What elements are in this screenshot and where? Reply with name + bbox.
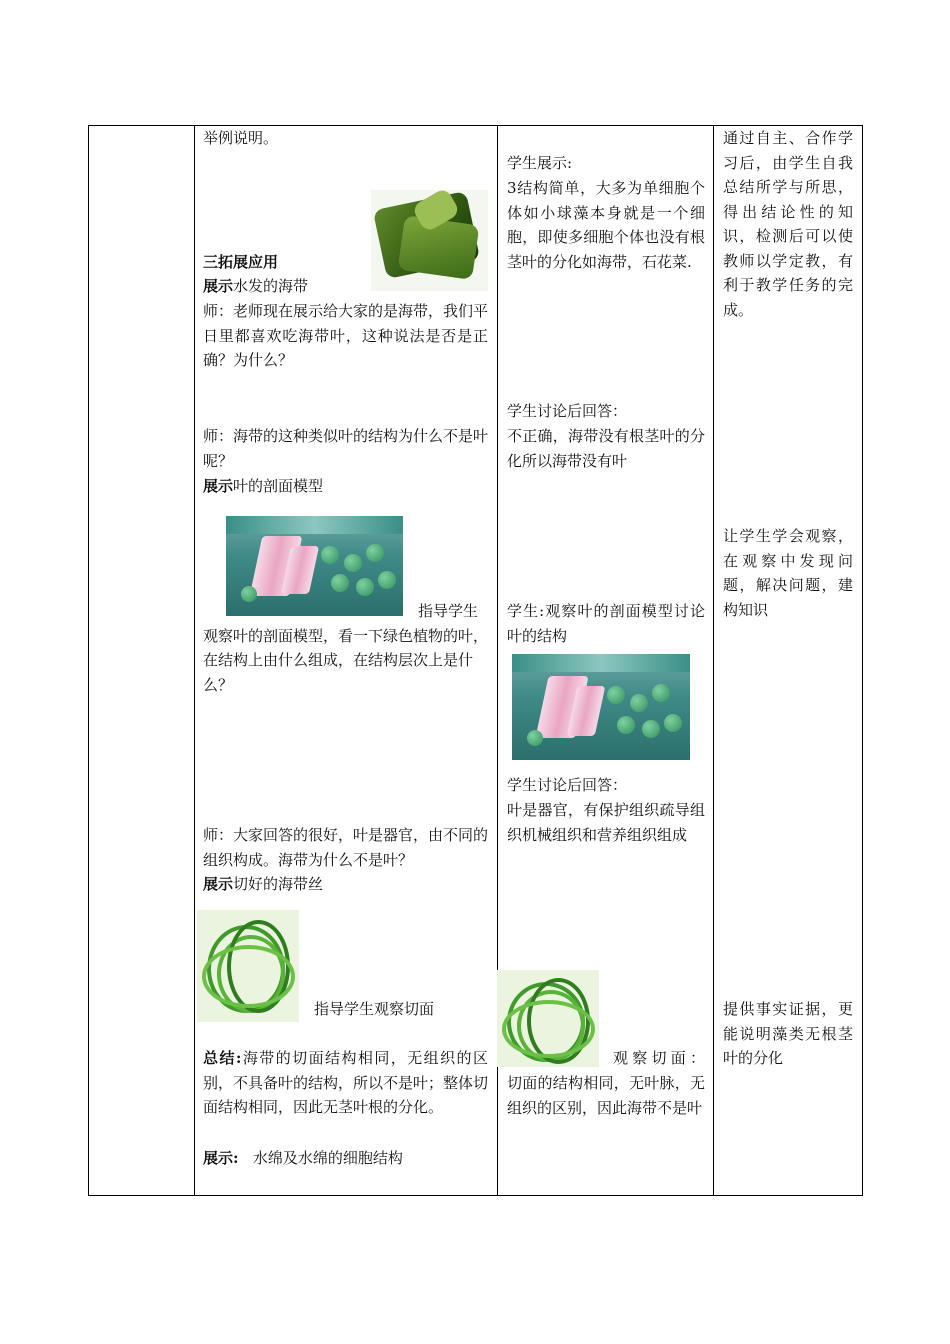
design-note-2: 让学生学会观察，在观察中发现问题，解决问题，建构知识 (723, 527, 853, 619)
show-leaf-model-line (203, 474, 488, 499)
show-label: 展示 (203, 277, 234, 295)
table-border-left (88, 125, 89, 1196)
teacher-question-2: 师：海带的这种类似叶的结构为什么不是叶呢？ (203, 427, 489, 470)
student-answer-1-text: 不正确，海带没有根茎叶的分化所以海带没有叶 (507, 427, 705, 470)
student-show-text: 3结构简单，大多为单细胞个体如小球藻本身就是一个细胞，即使多细胞个体也没有根茎叶的分化如海带，石花菜. (507, 179, 705, 271)
intro-text: 举例说明。 (203, 129, 279, 147)
show-label: 展示 (203, 477, 234, 495)
teacher-question-1: 师：老师现在展示给大家的是海带，我们平日里都喜欢吃海带叶，这种说法是否是正确？为什么？ (203, 302, 489, 369)
guide-leaf-model: 指导学生观察叶的剖面模型，看一下绿色植物的叶，在结构上由什么组成，在结构层次上是什么？ (203, 602, 489, 694)
design-note-3: 提供事实证据，更能说明藻类无根茎叶的分化 (723, 1000, 853, 1067)
kelp-shreds-image-2 (497, 970, 599, 1067)
kelp-shreds-image-1 (197, 910, 299, 1022)
show-spirogyra-text: 水绵及水绵的细胞结构 (252, 1149, 403, 1167)
show-spirogyra-line (203, 1146, 488, 1171)
observe-cut-label: 观察切面： (613, 1049, 705, 1067)
show-kelp-shreds-line (203, 872, 488, 897)
guide-observe-cut: 指导学生观察切面 (314, 1000, 435, 1018)
student-answer-2-text: 叶是器官，有保护组织疏导组织机械组织和营养组织组成 (507, 801, 705, 844)
summary-paragraph (203, 1046, 488, 1120)
show-kelp-shreds-text: 切好的海带丝 (233, 875, 324, 893)
leaf-model-image-2 (512, 654, 690, 760)
kelp-roll-image (371, 190, 488, 291)
summary-label: 总结: (203, 1049, 242, 1067)
table-border-bottom (88, 1195, 863, 1196)
show-kelp-line (203, 274, 363, 299)
show-label: 展示 (203, 875, 234, 893)
table-divider-1 (194, 125, 195, 1196)
teacher-question-3: 师：大家回答的很好，叶是器官，由不同的组织构成。海带为什么不是叶？ (203, 826, 489, 869)
student-observe-text: 学生:观察叶的剖面模型讨论叶的结构 (507, 602, 705, 645)
table-border-right (862, 125, 863, 1196)
design-note-1: 通过自主、合作学习后，由学生自我总结所学与所思，得出结论性的知识，检测后可以使教师以学定教，有利于教学任务的完成。 (723, 129, 853, 319)
show-label: 展示: (203, 1149, 239, 1167)
summary-text: 海带的切面结构相同，无组织的区别，不具备叶的结构，所以不是叶；整体切面结构相同，因此无茎叶根的分化。 (203, 1049, 489, 1116)
section-title: 三拓展应用 (203, 253, 279, 271)
show-leaf-model-text: 叶的剖面模型 (233, 477, 324, 495)
student-answer-1-title: 学生讨论后回答： (507, 402, 628, 420)
student-show-title: 学生展示: (507, 154, 573, 172)
observe-cut-text: 切面的结构相同，无叶脉，无组织的区别，因此海带不是叶 (507, 1074, 705, 1117)
table-divider-3 (713, 125, 714, 1196)
student-answer-2-title: 学生讨论后回答： (507, 776, 628, 794)
show-kelp-text: 水发的海带 (233, 277, 309, 295)
